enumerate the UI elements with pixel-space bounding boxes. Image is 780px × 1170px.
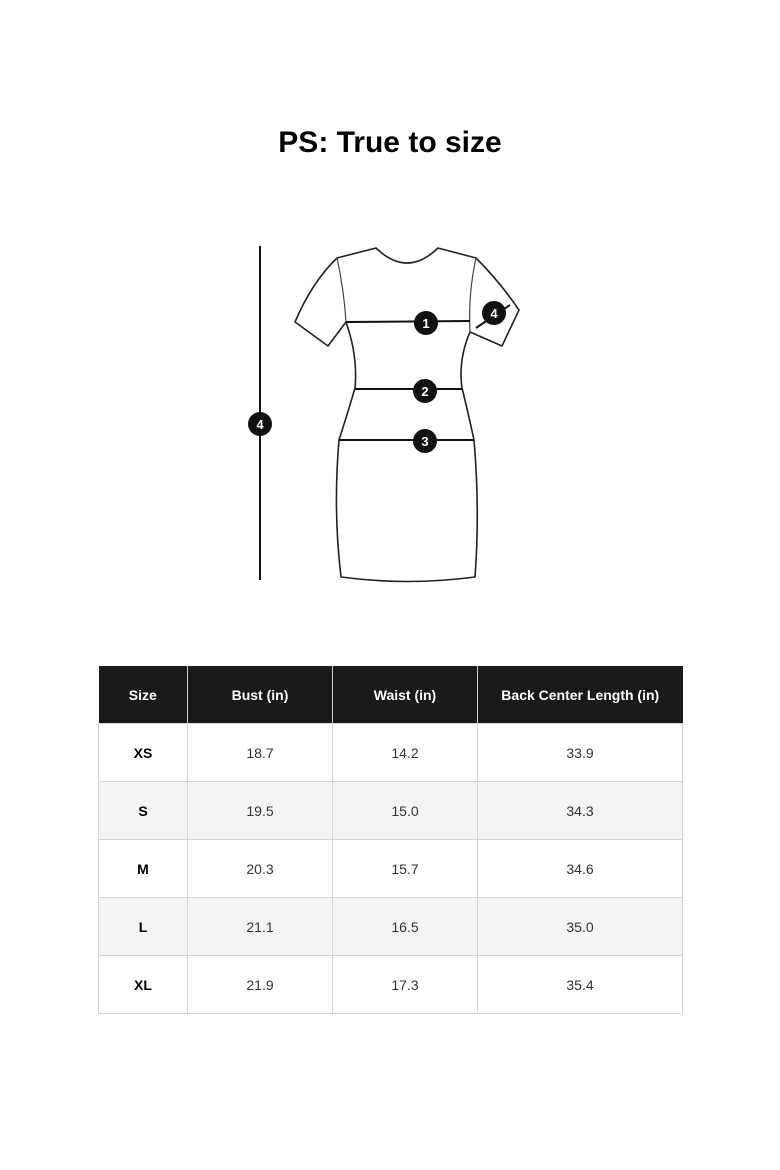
- page-title: PS: True to size: [278, 126, 502, 159]
- size-cell: S: [99, 782, 188, 840]
- length-cell: 35.0: [478, 898, 683, 956]
- marker-3-label: 3: [421, 434, 429, 449]
- size-cell: XS: [99, 724, 188, 782]
- table-row: [99, 956, 683, 1014]
- length-cell: 34.3: [478, 782, 683, 840]
- table-row: [99, 782, 683, 840]
- waist-cell: 17.3: [333, 956, 478, 1014]
- marker-1-label: 1: [422, 316, 430, 331]
- bust-cell: 21.9: [188, 956, 333, 1014]
- marker-1-badge: [414, 311, 438, 335]
- waist-cell: 15.7: [333, 840, 478, 898]
- marker-4-length-badge: [248, 412, 272, 436]
- waist-cell: 15.0: [333, 782, 478, 840]
- dress-outline: [295, 248, 519, 582]
- bust-cell: 21.1: [188, 898, 333, 956]
- bust-cell: 20.3: [188, 840, 333, 898]
- bust-line: [346, 321, 470, 322]
- size-cell: L: [99, 898, 188, 956]
- header-waist: Waist (in): [333, 666, 478, 724]
- length-cell: 33.9: [478, 724, 683, 782]
- marker-2-label: 2: [421, 384, 429, 399]
- marker-2-badge: [413, 379, 437, 403]
- header-bust: Bust (in): [188, 666, 333, 724]
- marker-3-badge: [413, 429, 437, 453]
- length-cell: 35.4: [478, 956, 683, 1014]
- header-back-center-length: Back Center Length (in): [478, 666, 683, 724]
- length-cell: 34.6: [478, 840, 683, 898]
- bust-cell: 19.5: [188, 782, 333, 840]
- marker-4-length-label: 4: [256, 417, 264, 432]
- table-header-row: [99, 666, 683, 724]
- header-size: Size: [99, 666, 188, 724]
- waist-cell: 16.5: [333, 898, 478, 956]
- size-cell: M: [99, 840, 188, 898]
- marker-4-sleeve-label: 4: [490, 306, 498, 321]
- size-chart-table: [98, 666, 683, 1014]
- table-row: [99, 724, 683, 782]
- marker-4-sleeve-badge: [482, 301, 506, 325]
- size-cell: XL: [99, 956, 188, 1014]
- table-row: [99, 898, 683, 956]
- bust-cell: 18.7: [188, 724, 333, 782]
- waist-cell: 14.2: [333, 724, 478, 782]
- table-row: [99, 840, 683, 898]
